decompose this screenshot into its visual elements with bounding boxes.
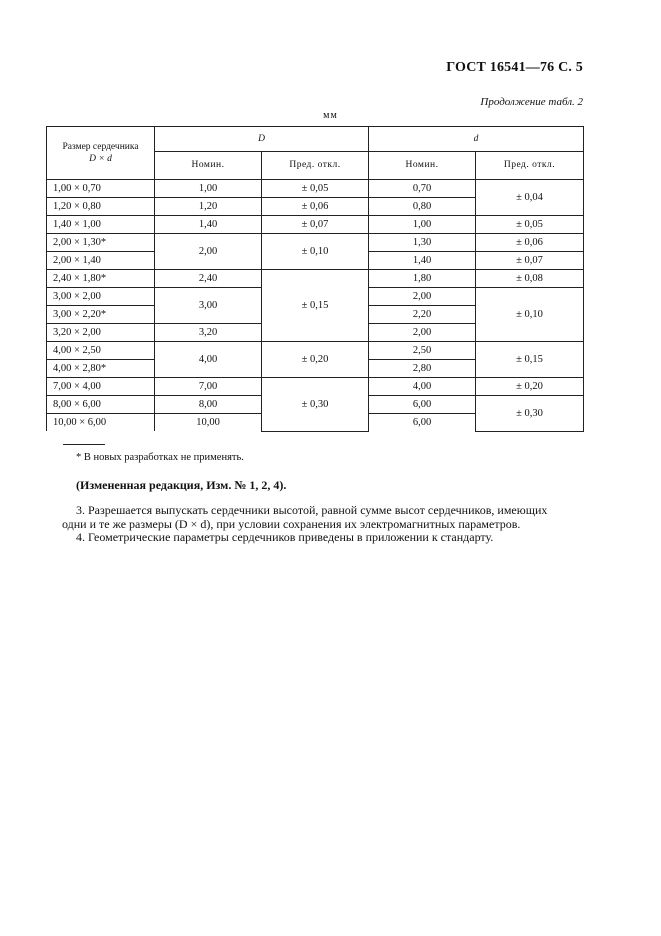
cell-size: 3,00 × 2,20* bbox=[47, 306, 155, 324]
cell-D-tol: ± 0,15 bbox=[262, 270, 369, 342]
table-continuation-label: Продолжение табл. 2 bbox=[480, 96, 583, 108]
cell-D-tol: ± 0,30 bbox=[262, 378, 369, 432]
cell-d-nom: 1,30 bbox=[369, 234, 476, 252]
cell-size: 1,40 × 1,00 bbox=[47, 216, 155, 234]
table-row bbox=[47, 378, 584, 396]
cell-D-nom: 4,00 bbox=[155, 342, 262, 378]
cell-d-nom: 1,40 bbox=[369, 252, 476, 270]
cell-size: 3,00 × 2,00 bbox=[47, 288, 155, 306]
cell-size: 3,20 × 2,00 bbox=[47, 324, 155, 342]
document-header: ГОСТ 16541—76 С. 5 bbox=[446, 60, 583, 75]
footnote-divider bbox=[63, 444, 105, 445]
col-header-size bbox=[47, 127, 155, 180]
amendment-note: (Измененная редакция, Изм. № 1, 2, 4). bbox=[76, 478, 287, 492]
cell-D-nom: 8,00 bbox=[155, 396, 262, 414]
cell-D-tol: ± 0,10 bbox=[262, 234, 369, 270]
cell-size: 1,00 × 0,70 bbox=[47, 180, 155, 198]
cell-D-nom: 3,20 bbox=[155, 324, 262, 342]
cell-d-nom: 1,80 bbox=[369, 270, 476, 288]
cell-d-nom: 2,20 bbox=[369, 306, 476, 324]
cell-size: 8,00 × 6,00 bbox=[47, 396, 155, 414]
cell-d-nom: 6,00 bbox=[369, 414, 476, 432]
cell-d-nom: 2,80 bbox=[369, 360, 476, 378]
cell-D-nom: 10,00 bbox=[155, 414, 262, 432]
col-header-D: D bbox=[155, 127, 369, 152]
col-header-D-tol: Пред. откл. bbox=[262, 152, 369, 180]
col-header-d-nom: Номин. bbox=[369, 152, 476, 180]
cell-D-nom: 1,40 bbox=[155, 216, 262, 234]
cell-D-nom: 7,00 bbox=[155, 378, 262, 396]
cell-d-nom: 2,00 bbox=[369, 288, 476, 306]
cell-size: 4,00 × 2,50 bbox=[47, 342, 155, 360]
cell-d-tol: ± 0,04 bbox=[476, 180, 584, 216]
col-header-size-label: Размер сердечника bbox=[62, 142, 139, 152]
paragraph-3-line-2: одни и те же размеры (D × d), при условии сохранения их электромагнитных параметров. bbox=[62, 517, 521, 531]
cell-d-tol: ± 0,20 bbox=[476, 378, 584, 396]
cell-size: 2,00 × 1,40 bbox=[47, 252, 155, 270]
col-header-d: d bbox=[369, 127, 584, 152]
cell-d-nom: 2,50 bbox=[369, 342, 476, 360]
cell-d-tol: ± 0,30 bbox=[476, 396, 584, 432]
footnote: * В новых разработках не применять. bbox=[76, 452, 244, 463]
col-header-d-tol: Пред. откл. bbox=[476, 152, 584, 180]
cell-d-tol: ± 0,05 bbox=[476, 216, 584, 234]
paragraph-4: 4. Геометрические параметры сердечников приведены в приложении к стандарту. bbox=[76, 530, 494, 544]
cell-D-nom: 3,00 bbox=[155, 288, 262, 324]
cell-d-tol: ± 0,15 bbox=[476, 342, 584, 378]
paragraph-3 bbox=[62, 503, 583, 531]
cell-d-nom: 0,80 bbox=[369, 198, 476, 216]
cell-D-tol: ± 0,06 bbox=[262, 198, 369, 216]
core-dimensions-table bbox=[46, 126, 584, 432]
table-row bbox=[47, 180, 584, 198]
cell-d-nom: 4,00 bbox=[369, 378, 476, 396]
cell-d-nom: 2,00 bbox=[369, 324, 476, 342]
cell-D-nom: 2,00 bbox=[155, 234, 262, 270]
cell-size: 1,20 × 0,80 bbox=[47, 198, 155, 216]
units-label: мм bbox=[323, 110, 338, 121]
table-row bbox=[47, 216, 584, 234]
cell-d-tol: ± 0,10 bbox=[476, 288, 584, 342]
table-row bbox=[47, 270, 584, 288]
cell-size: 4,00 × 2,80* bbox=[47, 360, 155, 378]
cell-size: 10,00 × 6,00 bbox=[47, 414, 155, 432]
cell-d-tol: ± 0,07 bbox=[476, 252, 584, 270]
cell-D-tol: ± 0,05 bbox=[262, 180, 369, 198]
table-row bbox=[47, 234, 584, 252]
cell-d-tol: ± 0,06 bbox=[476, 234, 584, 252]
cell-d-nom: 6,00 bbox=[369, 396, 476, 414]
cell-D-tol: ± 0,07 bbox=[262, 216, 369, 234]
cell-d-nom: 1,00 bbox=[369, 216, 476, 234]
cell-D-nom: 2,40 bbox=[155, 270, 262, 288]
cell-D-tol: ± 0,20 bbox=[262, 342, 369, 378]
cell-size: 2,40 × 1,80* bbox=[47, 270, 155, 288]
table-row bbox=[47, 342, 584, 360]
col-header-D-nom: Номин. bbox=[155, 152, 262, 180]
cell-D-nom: 1,20 bbox=[155, 198, 262, 216]
cell-size: 2,00 × 1,30* bbox=[47, 234, 155, 252]
paragraph-3-line-1: 3. Разрешается выпускать сердечники высотой, равной сумме высот сердечников, имеющих bbox=[76, 503, 548, 517]
cell-d-tol: ± 0,08 bbox=[476, 270, 584, 288]
cell-d-nom: 0,70 bbox=[369, 180, 476, 198]
cell-D-nom: 1,00 bbox=[155, 180, 262, 198]
col-header-size-symbol: D × d bbox=[89, 154, 112, 164]
cell-size: 7,00 × 4,00 bbox=[47, 378, 155, 396]
